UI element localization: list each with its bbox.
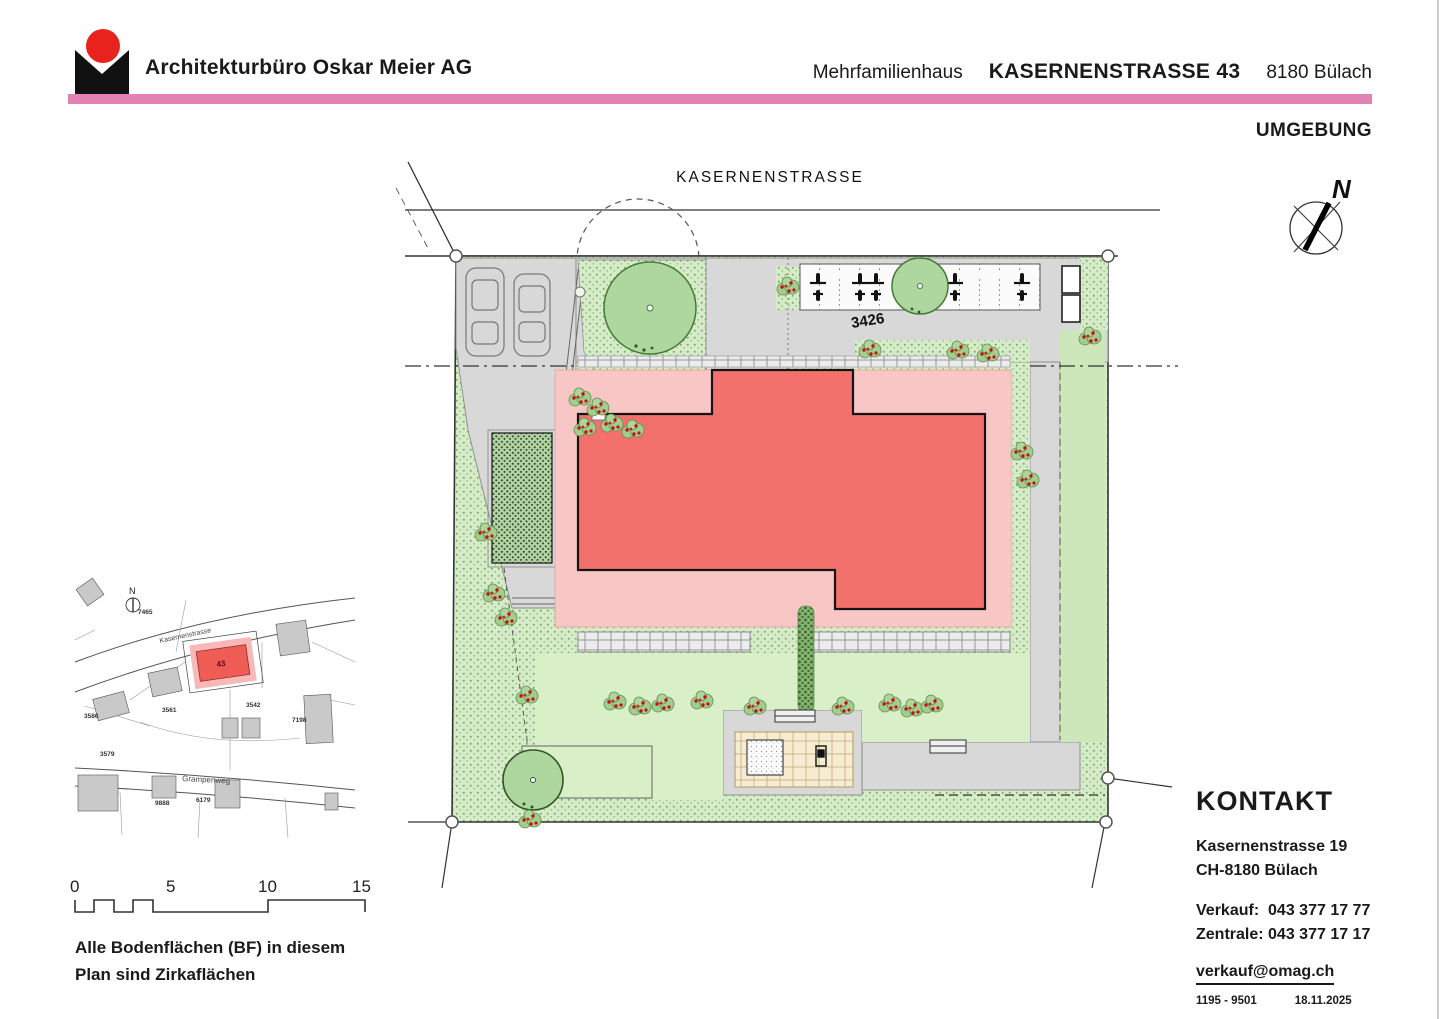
scale-tick: 0 bbox=[70, 877, 80, 896]
parcel-number-label: 3426 bbox=[849, 309, 886, 332]
scale-tick: 10 bbox=[258, 877, 277, 896]
paving-strip-north bbox=[578, 356, 1010, 367]
svg-text:3579: 3579 bbox=[100, 751, 115, 758]
svg-text:7198: 7198 bbox=[292, 717, 307, 724]
svg-text:7465: 7465 bbox=[138, 609, 153, 616]
company-name: Architekturbüro Oskar Meier AG bbox=[145, 56, 473, 79]
garden-bed bbox=[492, 433, 552, 563]
sheet-title: UMGEBUNG bbox=[1255, 120, 1372, 141]
paving-band-south-right bbox=[813, 632, 1010, 652]
street-name-label: KASERNENSTRASSE bbox=[676, 169, 864, 186]
company-logo-icon bbox=[70, 22, 140, 94]
disclaimer-note bbox=[75, 934, 345, 988]
mini-north-label: N bbox=[129, 586, 136, 596]
svg-text:3586: 3586 bbox=[84, 713, 99, 720]
corner-planting-bed bbox=[1080, 258, 1108, 330]
tree-icon bbox=[892, 258, 948, 314]
doc-date: 18.11.2025 bbox=[1294, 995, 1352, 1007]
sales-phone: 043 377 17 77 bbox=[1268, 902, 1371, 919]
right-path bbox=[1030, 362, 1060, 742]
building bbox=[555, 370, 1012, 627]
central-phone: 043 377 17 17 bbox=[1268, 926, 1371, 943]
tree-icon bbox=[604, 262, 696, 354]
sandbox bbox=[747, 740, 783, 775]
lawn-strip-east bbox=[1060, 330, 1105, 742]
contact-heading: KONTAKT bbox=[1196, 786, 1333, 816]
svg-text:6179: 6179 bbox=[196, 797, 211, 804]
hedge-band-east bbox=[1012, 363, 1030, 653]
project-title bbox=[700, 60, 1372, 84]
project-type: Mehrfamilienhaus bbox=[812, 62, 963, 83]
svg-text:3561: 3561 bbox=[162, 707, 177, 714]
contact-central: Zentrale: 043 377 17 17 bbox=[1196, 926, 1371, 943]
contact-email-link[interactable]: verkauf@omag.ch bbox=[1196, 963, 1334, 985]
contact-address-1: Kasernenstrasse 19 bbox=[1196, 838, 1348, 855]
hedge-column bbox=[798, 606, 814, 712]
map-street-top-label: Kasernenstrasse bbox=[158, 627, 212, 645]
project-city: 8180 Bülach bbox=[1266, 62, 1372, 83]
highlight-parcel-label: 43 bbox=[216, 658, 227, 669]
north-compass-icon bbox=[1290, 202, 1342, 254]
scale-tick: 15 bbox=[352, 877, 371, 896]
south-walkway bbox=[862, 742, 1080, 790]
scale-bar bbox=[70, 877, 371, 912]
scale-tick: 5 bbox=[166, 877, 176, 896]
map-street-bottom-label: Grampenweg bbox=[181, 774, 231, 786]
doc-number: 1195 - 9501 bbox=[1196, 995, 1257, 1007]
accent-bar bbox=[68, 94, 1372, 104]
project-street: KASERNENSTRASSE 43 bbox=[988, 60, 1241, 83]
contact-sales: Verkauf: 043 377 17 77 bbox=[1196, 902, 1371, 919]
north-label: N bbox=[1332, 174, 1351, 204]
svg-text:9888: 9888 bbox=[155, 800, 170, 807]
paving-band-south-left bbox=[578, 632, 750, 652]
locator-map bbox=[75, 578, 355, 838]
tree-icon bbox=[503, 750, 563, 810]
svg-text:3542: 3542 bbox=[246, 702, 261, 709]
disclaimer-line-2: Plan sind Zirkaflächen bbox=[75, 965, 256, 984]
contact-block bbox=[1196, 786, 1396, 1007]
disclaimer-line-1: Alle Bodenflächen (BF) in diesem bbox=[75, 938, 346, 957]
contact-address-2: CH-8180 Bülach bbox=[1196, 862, 1318, 879]
